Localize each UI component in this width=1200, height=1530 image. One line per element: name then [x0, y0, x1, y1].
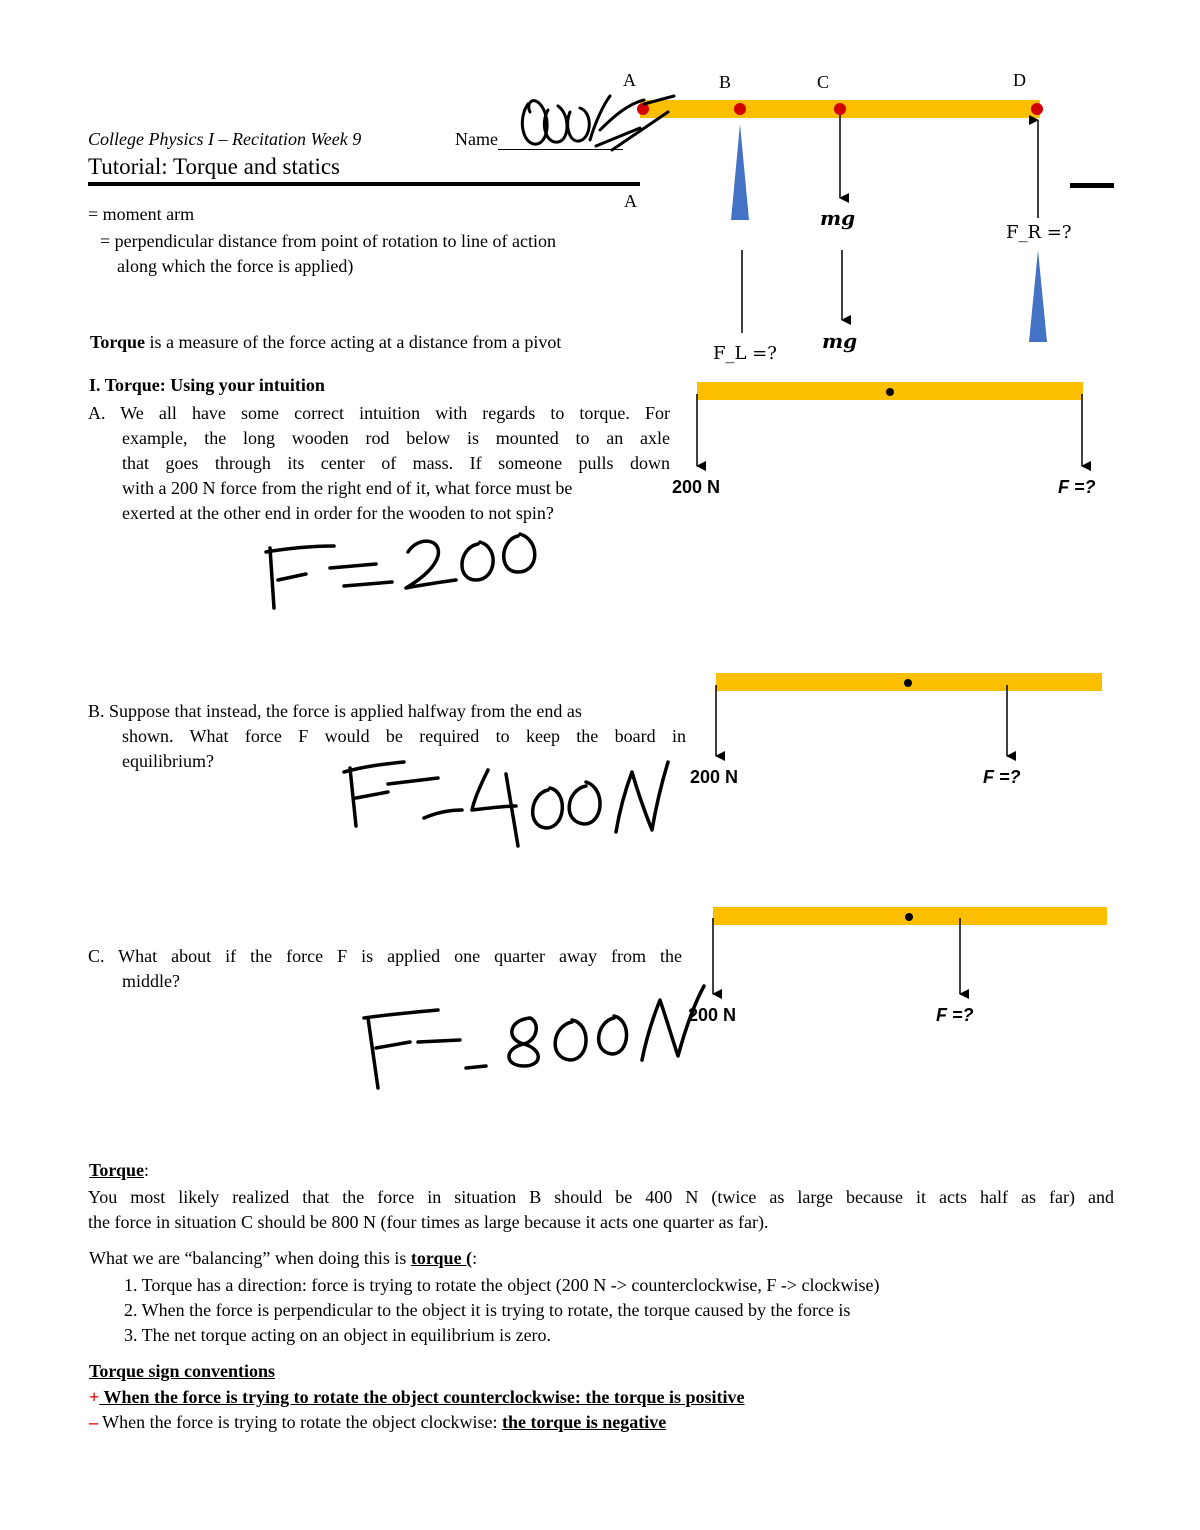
balancing-suffix: : [472, 1248, 478, 1268]
header-rule-right [1070, 183, 1114, 188]
question-b-line: B. Suppose that instead, the force is applied halfway from the end as [88, 701, 582, 721]
course-title: College Physics I – Recitation Week 9 [88, 129, 362, 149]
summary-heading-colon: : [144, 1160, 150, 1180]
axle-b [904, 679, 912, 687]
convention-positive [89, 1387, 745, 1408]
name-line [498, 131, 623, 150]
point-c [834, 103, 846, 115]
name-label: Name [455, 129, 498, 149]
handwritten-answer-c [364, 986, 704, 1088]
point-label-c: C [817, 72, 830, 92]
list-item: 1. Torque has a direction: force is trying to rotate the object (200 N -> counterclockwise, F -> clockwise) [124, 1275, 880, 1295]
question-c-line: C. What about if the force F is applied one quarter away from the [88, 946, 682, 966]
question-a-line: exerted at the other end in order for the wooden to not spin? [122, 503, 554, 523]
question-b-line: equilibrium? [122, 751, 214, 771]
perpendicular-definition-cont: along which the force is applied) [117, 256, 354, 276]
convention-negative [89, 1412, 666, 1433]
balancing-prefix: What we are “balancing” when doing this is [89, 1248, 411, 1268]
list-item: 3. The net torque acting on an object in equilibrium is zero. [124, 1325, 552, 1345]
point-label-b: B [719, 72, 732, 92]
torque-definition-text: is a measure of the force acting at a distance from a pivot [145, 332, 562, 352]
handwritten-answer-b [344, 762, 668, 846]
force-label-f-a: F =? [1058, 477, 1096, 497]
minus-sign: – [89, 1412, 98, 1432]
question-a-line: A. We all have some correct intuition with regards to torque. For [88, 403, 670, 423]
mg-label-top: mg [820, 206, 856, 230]
answer-b-text [344, 834, 348, 835]
point-label-a-below: A [624, 191, 637, 211]
negative-rule-text: When the force is trying to rotate the object clockwise: [98, 1412, 503, 1432]
conventions-heading: Torque sign conventions [89, 1361, 276, 1381]
mg-label-lower: mg [822, 329, 858, 353]
torque-term: Torque [90, 332, 146, 352]
header-rule [88, 182, 640, 186]
torque-definition [90, 332, 642, 353]
beam-diagram-b [716, 673, 1102, 756]
plus-sign: + [89, 1387, 100, 1407]
fl-label: F_L =? [713, 343, 777, 364]
point-d [1031, 103, 1043, 115]
balancing-term: torque ( [410, 1248, 473, 1268]
perpendicular-definition: = perpendicular distance from point of rotation to line of action [100, 231, 557, 251]
question-b [88, 699, 686, 774]
handwritten-answer-a [266, 534, 535, 608]
name-field [455, 129, 623, 150]
summary-heading [89, 1160, 149, 1181]
answer-a-text [262, 592, 265, 593]
question-a-line: example, the long wooden rod below is mounted to an axle [122, 428, 670, 448]
beam-diagram-c [713, 907, 1107, 994]
force-label-200n-c: 200 N [688, 1005, 737, 1025]
pivot-triangle-left [731, 124, 749, 220]
balancing-line [89, 1248, 477, 1269]
positive-rule: When the force is trying to rotate the object counterclockwise: the torque is positive [99, 1387, 745, 1407]
question-a-line: that goes through its center of mass. If someone pulls down [122, 453, 670, 473]
moment-arm-definition: = moment arm [88, 204, 195, 224]
section-heading [89, 375, 325, 396]
question-a [88, 401, 670, 526]
beam-diagram-a [697, 382, 1083, 466]
section-title: Torque: Using your intuition [104, 375, 325, 395]
question-c-line: middle? [122, 971, 180, 991]
axle-c [905, 913, 913, 921]
negative-rule-bold: the torque is negative [502, 1412, 667, 1432]
force-label-200n-a: 200 N [672, 477, 721, 497]
summary-line: You most likely realized that the force in situation B should be 400 N (twice as large because it acts half as far) and [88, 1187, 1114, 1207]
fr-label: F_R =? [1006, 222, 1072, 243]
pivot-triangle-right [1029, 250, 1047, 342]
point-label-a: A [623, 70, 636, 90]
summary-heading-text: Torque [89, 1160, 145, 1180]
question-a-line: with a 200 N force from the right end of it, what force must be [122, 478, 573, 498]
torque-facts-list [124, 1273, 1114, 1348]
point-label-d: D [1013, 70, 1026, 90]
section-numeral: I. [89, 375, 105, 395]
summary-paragraph [88, 1185, 1114, 1235]
answer-c-text [364, 1080, 367, 1081]
list-item: 2. When the force is perpendicular to the object it is trying to rotate, the torque caused by the force is [124, 1300, 851, 1320]
summary-line: the force in situation C should be 800 N (four times as large because it acts one quarter as far). [88, 1212, 769, 1232]
point-b [734, 103, 746, 115]
force-label-f-b: F =? [983, 767, 1021, 787]
question-c [88, 944, 682, 994]
force-label-200n-b: 200 N [690, 767, 739, 787]
question-b-line: shown. What force F would be required to keep the board in [122, 726, 686, 746]
force-label-f-c: F =? [936, 1005, 974, 1025]
axle-a [886, 388, 894, 396]
page-title: Tutorial: Torque and statics [88, 154, 341, 179]
